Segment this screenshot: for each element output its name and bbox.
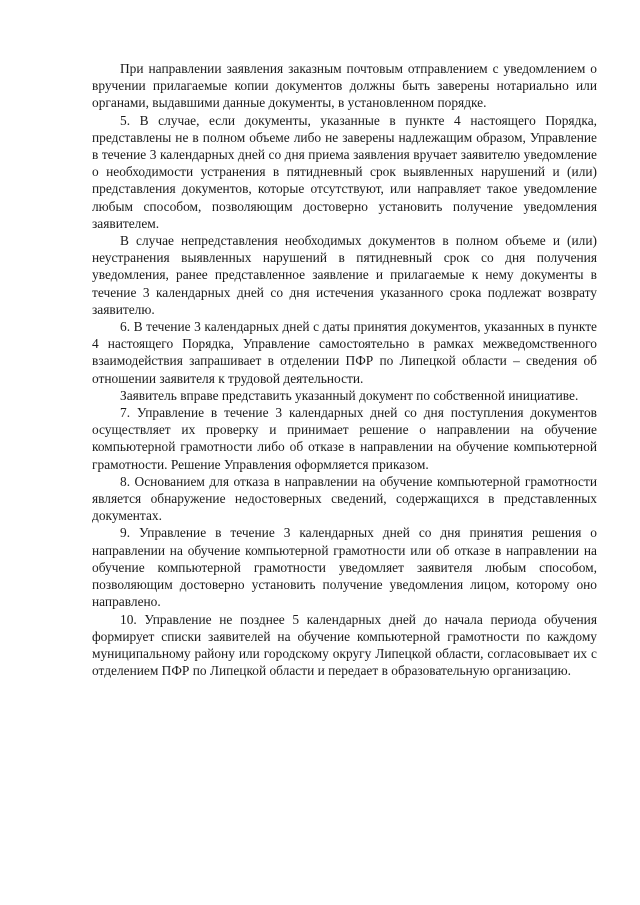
paragraph-item-5: 5. В случае, если документы, указанные в пункте 4 настоящего Порядка, представлены не в полном объеме либо не заверены надлежащим образом, Управление в течение 3 календарных дней со дня приема заявления вручает заявителю уведомление о необходимости устранения в пятидневный срок выявленных нарушений и (или) представления документов, которые отсутствуют, или направляет такое уведомление любым способом, позволяющим достоверно установить получение уведомления заявителем.	[92, 112, 597, 231]
document-body	[92, 60, 597, 679]
paragraph-item-8: 8. Основанием для отказа в направлении на обучение компьютерной грамотности является обнаружение недостоверных сведений, содержащихся в представленных документах.	[92, 473, 597, 524]
paragraph-item-7: 7. Управление в течение 3 календарных дней со дня поступления документов осуществляет их проверку и принимает решение о направлении на обучение компьютерной грамотности либо об отказе в направлении на обучение компьютерной грамотности. Решение Управления оформляется приказом.	[92, 405, 597, 472]
paragraph-registered-mail: При направлении заявления заказным почтовым отправлением с уведомлением о вручении прилагаемые копии документов должны быть заверены нотариально или органами, выдавшими данные документы, в установленном порядке.	[92, 61, 597, 111]
paragraph-item-6: 6. В течение 3 календарных дней с даты принятия документов, указанных в пункте 4 настоящего Порядка, Управление самостоятельно в рамках межведомственного взаимодействия запрашивает в отделении ПФР по Липецкой области – сведения об отношении заявителя к трудовой деятельности.	[92, 319, 597, 386]
paragraph-item-10: 10. Управление не позднее 5 календарных дней до начала периода обучения формирует списки заявителей на обучение компьютерной грамотности по каждому муниципальному району или городскому округу Липецкой области, согласовывает их с отделением ПФР по Липецкой области и передает в образовательную организацию.	[92, 611, 597, 679]
paragraph-item-9: 9. Управление в течение 3 календарных дней со дня принятия решения о направлении на обучение компьютерной грамотности или об отказе в направлении на обучение компьютерной грамотности уведомляет заявителя любым способом, позволяющим достоверно установить получение уведомления лицом, которому оно направлено.	[92, 525, 597, 610]
paragraph-item-5-return: В случае непредставления необходимых документов в полном объеме и (или) неустранения выявленных нарушений в пятидневный срок со дня получения уведомления, ранее представленное заявление и прилагаемые к нему документы в течение 3 календарных дней со дня истечения указанного срока подлежат возврату заявителю.	[92, 233, 597, 317]
paragraph-item-6-initiative: Заявитель вправе представить указанный документ по собственной инициативе.	[120, 387, 579, 403]
